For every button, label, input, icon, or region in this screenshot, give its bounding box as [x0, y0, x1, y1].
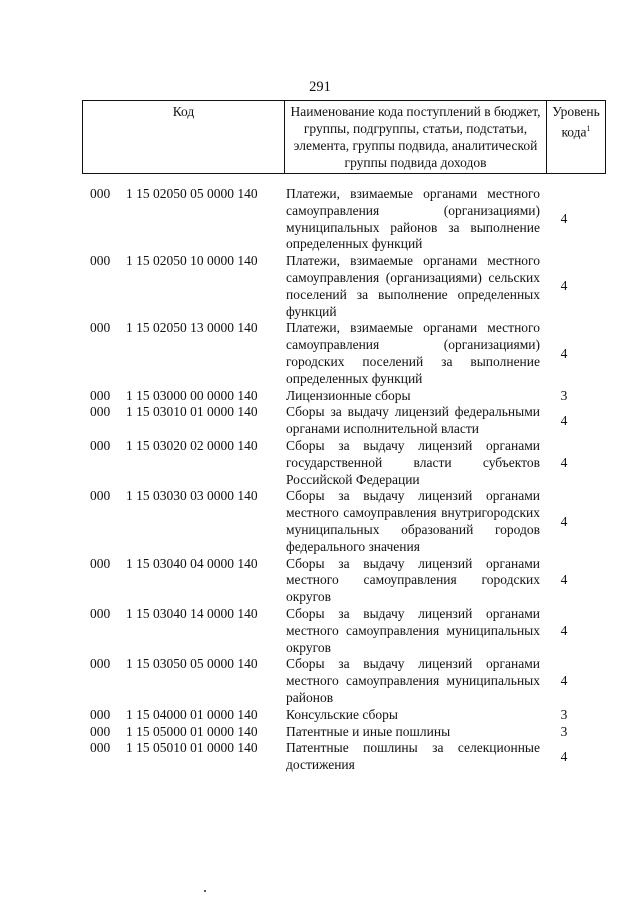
admin-code: 000 — [90, 253, 111, 269]
table-row — [90, 724, 590, 741]
income-name: Сборы за выдачу лицензий органами местного самоуправления внутригородских муниципальных образований городов федерального значения — [286, 488, 540, 554]
header-code: Код — [83, 101, 285, 174]
admin-code: 000 — [90, 656, 111, 672]
income-code: 1 15 02050 10 0000 140 — [126, 253, 258, 269]
table-row — [90, 556, 590, 606]
income-code: 1 15 03010 01 0000 140 — [126, 404, 258, 420]
admin-code: 000 — [90, 723, 111, 739]
table-row — [90, 388, 590, 405]
table-row — [90, 320, 590, 387]
income-name: Консульские сборы — [286, 706, 398, 722]
income-code: 1 15 03040 14 0000 140 — [126, 605, 258, 621]
income-name: Сборы за выдачу лицензий органами местного самоуправления муниципальных районов — [286, 656, 540, 705]
income-code: 1 15 03040 04 0000 140 — [126, 555, 258, 571]
income-name: Лицензионные сборы — [286, 387, 411, 403]
code-level: 3 — [560, 387, 568, 403]
table-row — [90, 606, 590, 656]
code-level: 4 — [560, 412, 568, 428]
income-name: Платежи, взимаемые органами местного самоуправления (организациями) городских поселений за выполнение определенных функций — [286, 320, 540, 386]
code-level: 4 — [560, 748, 568, 764]
admin-code: 000 — [90, 555, 111, 571]
income-name: Платежи, взимаемые органами местного самоуправления (организациями) муниципальных районов за выполнение определенных функций — [286, 186, 540, 252]
income-code: 1 15 05010 01 0000 140 — [126, 740, 258, 756]
table-row — [90, 253, 590, 320]
table-row — [90, 656, 590, 706]
header-level — [547, 101, 606, 174]
income-name: Платежи, взимаемые органами местного самоуправления (организациями) сельских поселений за выполнение определенных функций — [286, 253, 540, 319]
admin-code: 000 — [90, 387, 111, 403]
code-level: 4 — [560, 622, 568, 638]
income-name: Сборы за выдачу лицензий органами государственной власти субъектов Российской Федерации — [286, 437, 540, 487]
table-row — [90, 404, 590, 438]
code-level: 4 — [560, 513, 568, 529]
income-code: 1 15 03050 05 0000 140 — [126, 656, 258, 672]
table-row — [90, 186, 590, 253]
header-level-footnote: 1 — [586, 124, 591, 133]
income-code: 1 15 03030 03 0000 140 — [126, 488, 258, 504]
header-level-label: Уровень кода — [552, 104, 600, 140]
income-code: 1 15 04000 01 0000 140 — [126, 706, 258, 722]
income-code: 1 15 05000 01 0000 140 — [126, 723, 258, 739]
admin-code: 000 — [90, 437, 111, 453]
table-row — [90, 740, 590, 774]
code-level: 3 — [560, 706, 568, 722]
income-code: 1 15 02050 05 0000 140 — [126, 186, 258, 201]
admin-code: 000 — [90, 740, 111, 756]
table-header — [82, 100, 606, 174]
table-row — [90, 438, 590, 488]
admin-code: 000 — [90, 605, 111, 621]
income-name: Патентные пошлины за селекционные достижения — [286, 740, 540, 773]
code-level: 4 — [560, 345, 568, 361]
code-level: 4 — [560, 454, 568, 470]
table-body — [90, 186, 590, 774]
income-code: 1 15 03000 00 0000 140 — [126, 387, 258, 403]
table-row — [90, 707, 590, 724]
admin-code: 000 — [90, 320, 111, 336]
code-level: 4 — [560, 278, 568, 294]
page-number: 291 — [309, 79, 331, 95]
income-code: 1 15 02050 13 0000 140 — [126, 320, 258, 336]
table-row — [90, 488, 590, 555]
admin-code: 000 — [90, 404, 111, 420]
admin-code: 000 — [90, 488, 111, 504]
code-level: 4 — [560, 572, 568, 588]
income-code: 1 15 03020 02 0000 140 — [126, 437, 258, 453]
admin-code: 000 — [90, 706, 111, 722]
scan-dot — [204, 890, 206, 892]
code-level: 3 — [560, 723, 568, 739]
income-name: Сборы за выдачу лицензий органами местного самоуправления муниципальных округов — [286, 605, 540, 655]
income-name: Сборы за выдачу лицензий органами местного самоуправления городских округов — [286, 555, 540, 605]
code-level: 4 — [560, 211, 568, 227]
income-name: Патентные и иные пошлины — [286, 723, 451, 739]
header-name: Наименование кода поступлений в бюджет, группы, подгруппы, статьи, подстатьи, элемента, группы подвида, аналитической группы подвида доходов — [285, 101, 547, 174]
income-name: Сборы за выдачу лицензий федеральными органами исполнительной власти — [286, 404, 540, 437]
code-level: 4 — [560, 673, 568, 689]
admin-code: 000 — [90, 186, 111, 201]
